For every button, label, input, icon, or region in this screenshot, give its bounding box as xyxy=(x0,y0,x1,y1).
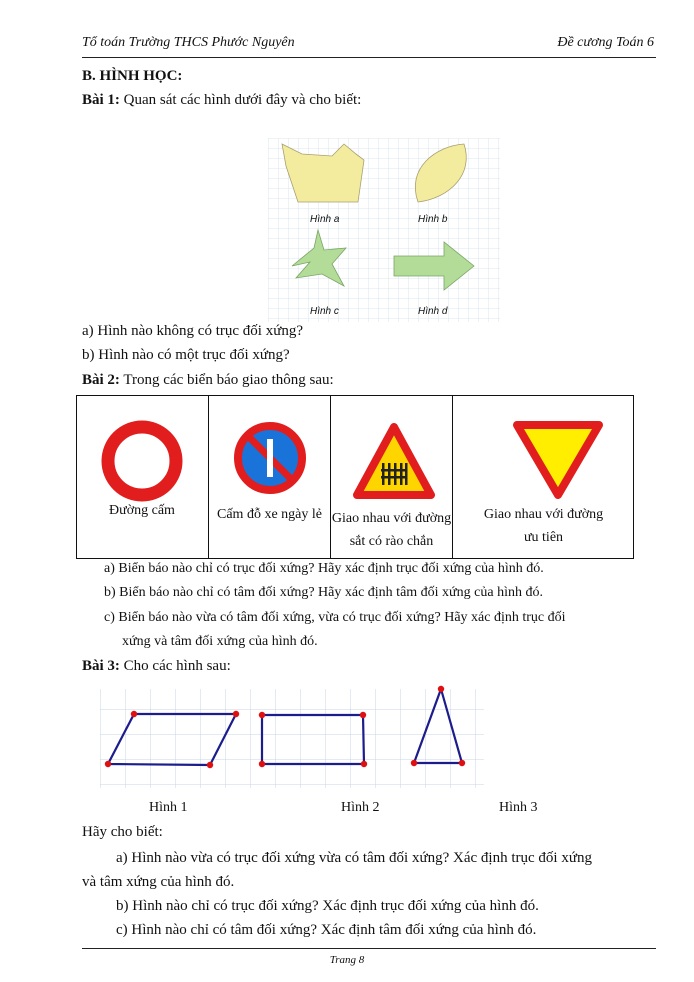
sign-cell-2 xyxy=(208,395,330,559)
sign-label-2: Cấm đỗ xe ngày lẻ xyxy=(217,507,322,522)
sign-label-4-line2: ưu tiên xyxy=(523,530,564,545)
bai2-label: Bài 2: xyxy=(82,372,120,388)
bai1-figure xyxy=(268,138,500,322)
bai2-prompt: Trong các biển báo giao thông sau: xyxy=(123,372,334,388)
caption-hinh-c: Hình c xyxy=(310,306,339,317)
bai1-label: Bài 1: xyxy=(82,92,120,108)
bai1-grid xyxy=(268,138,500,322)
sign-label-4-line1: Giao nhau với đường xyxy=(483,507,604,522)
bai2-question-a: a) Biển báo nào chỉ có trục đối xứng? Hãy xác định trục đối xứng của hình đó. xyxy=(104,561,544,576)
page-number: Trang 8 xyxy=(329,954,365,966)
header-rule xyxy=(82,57,656,58)
priority-road-sign-icon xyxy=(511,417,605,501)
bai3-heading xyxy=(82,658,231,675)
section-title: B. HÌNH HỌC: xyxy=(82,68,183,84)
header-right: Đề cương Toán 6 xyxy=(557,35,654,50)
bai3-label: Bài 3: xyxy=(82,658,120,674)
bai1-question-b: b) Hình nào có một trục đối xứng? xyxy=(82,347,290,363)
sign-cell-3 xyxy=(330,395,452,559)
footer-rule xyxy=(82,948,656,949)
bai1-heading xyxy=(82,92,361,109)
no-entry-sign-icon xyxy=(100,419,184,503)
bai1-question-a: a) Hình nào không có trục đối xứng? xyxy=(82,323,303,339)
railway-crossing-sign-icon xyxy=(351,421,437,501)
bai3-question-b: b) Hình nào chỉ có trục đối xứng? Xác định trục đối xứng của hình đó. xyxy=(116,898,539,914)
sign-label-1: Đường cấm xyxy=(109,503,175,518)
bai3-intro: Hãy cho biết: xyxy=(82,824,163,840)
bai3-prompt: Cho các hình sau: xyxy=(123,658,231,674)
caption-hinh-3: Hình 3 xyxy=(499,800,538,815)
caption-hinh-b: Hình b xyxy=(418,214,448,225)
caption-hinh-d: Hình d xyxy=(418,306,448,317)
bai2-question-c-cont: xứng và tâm đối xứng của hình đó. xyxy=(122,634,318,649)
sign-cell-4 xyxy=(452,395,634,559)
bai3-figure xyxy=(100,684,484,788)
bai2-question-b: b) Biển báo nào chỉ có tâm đối xứng? Hãy xác định tâm đối xứng của hình đó. xyxy=(104,585,543,600)
caption-hinh-a: Hình a xyxy=(310,214,340,225)
no-parking-odd-days-sign-icon xyxy=(231,419,309,497)
bai1-prompt: Quan sát các hình dưới đây và cho biết: xyxy=(123,92,362,108)
bai3-question-c: c) Hình nào chỉ có tâm đối xứng? Xác định tâm đối xứng của hình đó. xyxy=(116,922,537,938)
bai2-heading xyxy=(82,372,334,389)
header-left: Tổ toán Trường THCS Phước Nguyên xyxy=(82,35,295,50)
bai3-question-a-cont: và tâm xứng của hình đó. xyxy=(82,874,235,890)
caption-hinh-2: Hình 2 xyxy=(341,800,380,815)
sign-label-3 xyxy=(331,507,452,553)
bai3-question-a: a) Hình nào vừa có trục đối xứng vừa có tâm đối xứng? Xác định trục đối xứng xyxy=(116,850,592,866)
sign-label-3-line1: Giao nhau với đường xyxy=(331,511,452,526)
sign-label-4 xyxy=(453,503,634,549)
sign-label-3-line2: sắt có rào chắn xyxy=(349,534,434,549)
sign-cell-1 xyxy=(76,395,208,559)
bai2-question-c: c) Biển báo nào vừa có tâm đối xứng, vừa có trục đối xứng? Hãy xác định trục đối xyxy=(104,610,566,625)
caption-hinh-1: Hình 1 xyxy=(149,800,188,815)
